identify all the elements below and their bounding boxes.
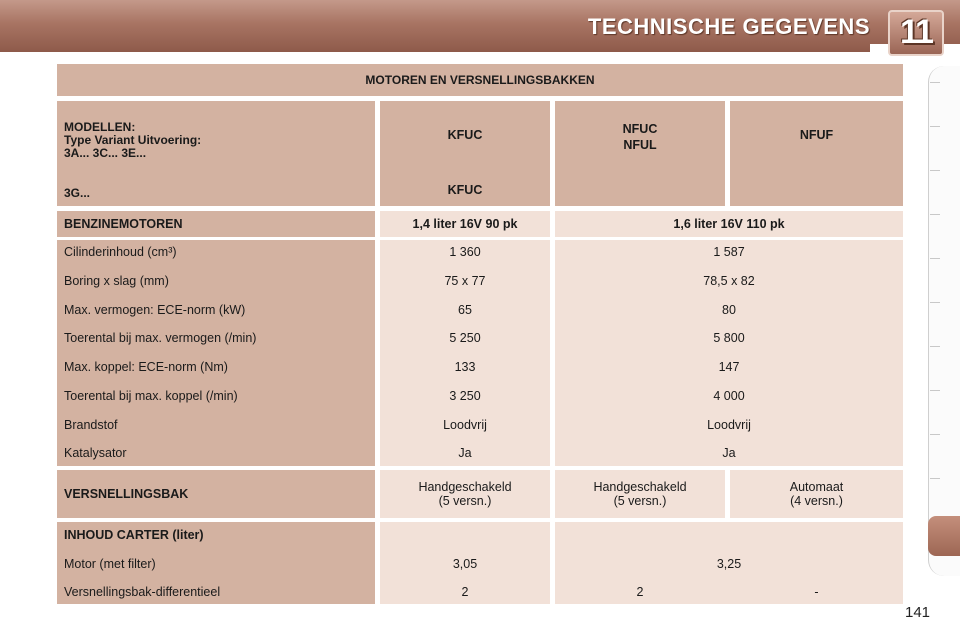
spec-label: Max. koppel: ECE-norm (Nm) xyxy=(64,360,228,374)
side-tab-rail xyxy=(928,66,960,576)
oil-motor-engine2: 3,25 xyxy=(716,557,742,571)
model-code: NFUL xyxy=(623,138,657,152)
spec-label: Toerental bij max. koppel (/min) xyxy=(64,389,238,403)
models-label-line: Type Variant Uitvoering: xyxy=(64,133,202,147)
gearbox-type: Automaat xyxy=(789,480,844,494)
spec-label: Katalysator xyxy=(64,446,127,460)
models-label-line: MODELLEN: xyxy=(64,120,136,134)
side-tab-divider xyxy=(930,126,940,127)
engine2-header: 1,6 liter 16V 110 pk xyxy=(555,211,903,237)
oil-diff-automatic: - xyxy=(814,585,819,599)
models-label xyxy=(64,121,201,160)
model-code: NFUC xyxy=(622,122,658,136)
oil-motor-label: Motor (met filter) xyxy=(64,557,156,571)
spec-value-engine2: Ja xyxy=(722,446,736,460)
oil-diff-manual: 2 xyxy=(636,585,644,599)
spec-value-engine2: 78,5 x 82 xyxy=(703,274,755,288)
gearbox-type: Handgeschakeld xyxy=(418,480,512,494)
spec-value-engine2: Loodvrij xyxy=(707,418,751,432)
oil-label: INHOUD CARTER (liter) xyxy=(64,528,204,542)
spec-value-engine1: 65 xyxy=(458,303,472,317)
spec-value-engine1: Ja xyxy=(458,446,472,460)
engine1-header: 1,4 liter 16V 90 pk xyxy=(380,211,550,237)
gearbox-option-2 xyxy=(555,470,725,518)
model-col1-top: KFUC xyxy=(447,128,483,142)
spec-value-engine2: 5 800 xyxy=(713,331,745,345)
side-tab-divider xyxy=(930,478,940,479)
spec-label: Max. vermogen: ECE-norm (kW) xyxy=(64,303,246,317)
models-label-line: 3A... 3C... 3E... xyxy=(64,146,147,160)
spec-label: Boring x slag (mm) xyxy=(64,274,169,288)
oil-diff-label: Versnellingsbak-differentieel xyxy=(64,585,221,599)
spec-value-engine1: 1 360 xyxy=(449,245,481,259)
side-tab-active[interactable] xyxy=(928,516,960,556)
spec-value-engine1: 5 250 xyxy=(449,331,481,345)
spec-label: Cilinderinhoud (cm³) xyxy=(64,245,177,259)
page-number: 141 xyxy=(905,604,931,621)
engines-label: BENZINEMOTOREN xyxy=(57,211,375,237)
side-tab-divider xyxy=(930,82,940,83)
spec-value-engine1: 3 250 xyxy=(449,389,481,403)
side-tab-divider xyxy=(930,434,940,435)
model-col1-bottom: KFUC xyxy=(447,183,483,197)
model-col2-cell xyxy=(555,101,725,206)
gearbox-option-1 xyxy=(380,470,550,518)
side-tab-divider xyxy=(930,346,940,347)
spec-value-engine1: 133 xyxy=(454,360,476,374)
gearbox-speeds: (5 versn.) xyxy=(438,494,492,508)
spec-label: Toerental bij max. vermogen (/min) xyxy=(64,331,257,345)
table-title: MOTOREN EN VERSNELLINGSBAKKEN xyxy=(57,64,903,96)
spec-value-engine1: Loodvrij xyxy=(443,418,487,432)
oil-motor-engine1: 3,05 xyxy=(452,557,478,571)
gearbox-type: Handgeschakeld xyxy=(593,480,687,494)
page-title: TECHNISCHE GEGEVENS xyxy=(587,14,870,39)
model-col3: NFUF xyxy=(799,128,834,142)
gearbox-speeds: (5 versn.) xyxy=(613,494,667,508)
side-tab-divider xyxy=(930,170,940,171)
spec-value-engine2: 1 587 xyxy=(713,245,745,259)
model-col2 xyxy=(555,121,725,153)
side-tab-divider xyxy=(930,214,940,215)
side-tab-divider xyxy=(930,390,940,391)
spec-label: Brandstof xyxy=(64,418,118,432)
spec-value-engine1: 75 x 77 xyxy=(444,274,486,288)
spec-value-engine2: 147 xyxy=(718,360,740,374)
models-3g-label: 3G... xyxy=(64,186,91,200)
oil-diff-engine1: 2 xyxy=(461,585,469,599)
chapter-number: 11 xyxy=(900,13,932,51)
side-tab-divider xyxy=(930,302,940,303)
spec-value-engine2: 4 000 xyxy=(713,389,745,403)
spec-value-engine2: 80 xyxy=(722,303,736,317)
gearbox-label: VERSNELLINGSBAK xyxy=(57,470,375,518)
gearbox-speeds: (4 versn.) xyxy=(790,494,843,508)
model-col3-cell xyxy=(730,101,903,206)
gearbox-option-3 xyxy=(730,470,903,518)
side-tab-divider xyxy=(930,258,940,259)
